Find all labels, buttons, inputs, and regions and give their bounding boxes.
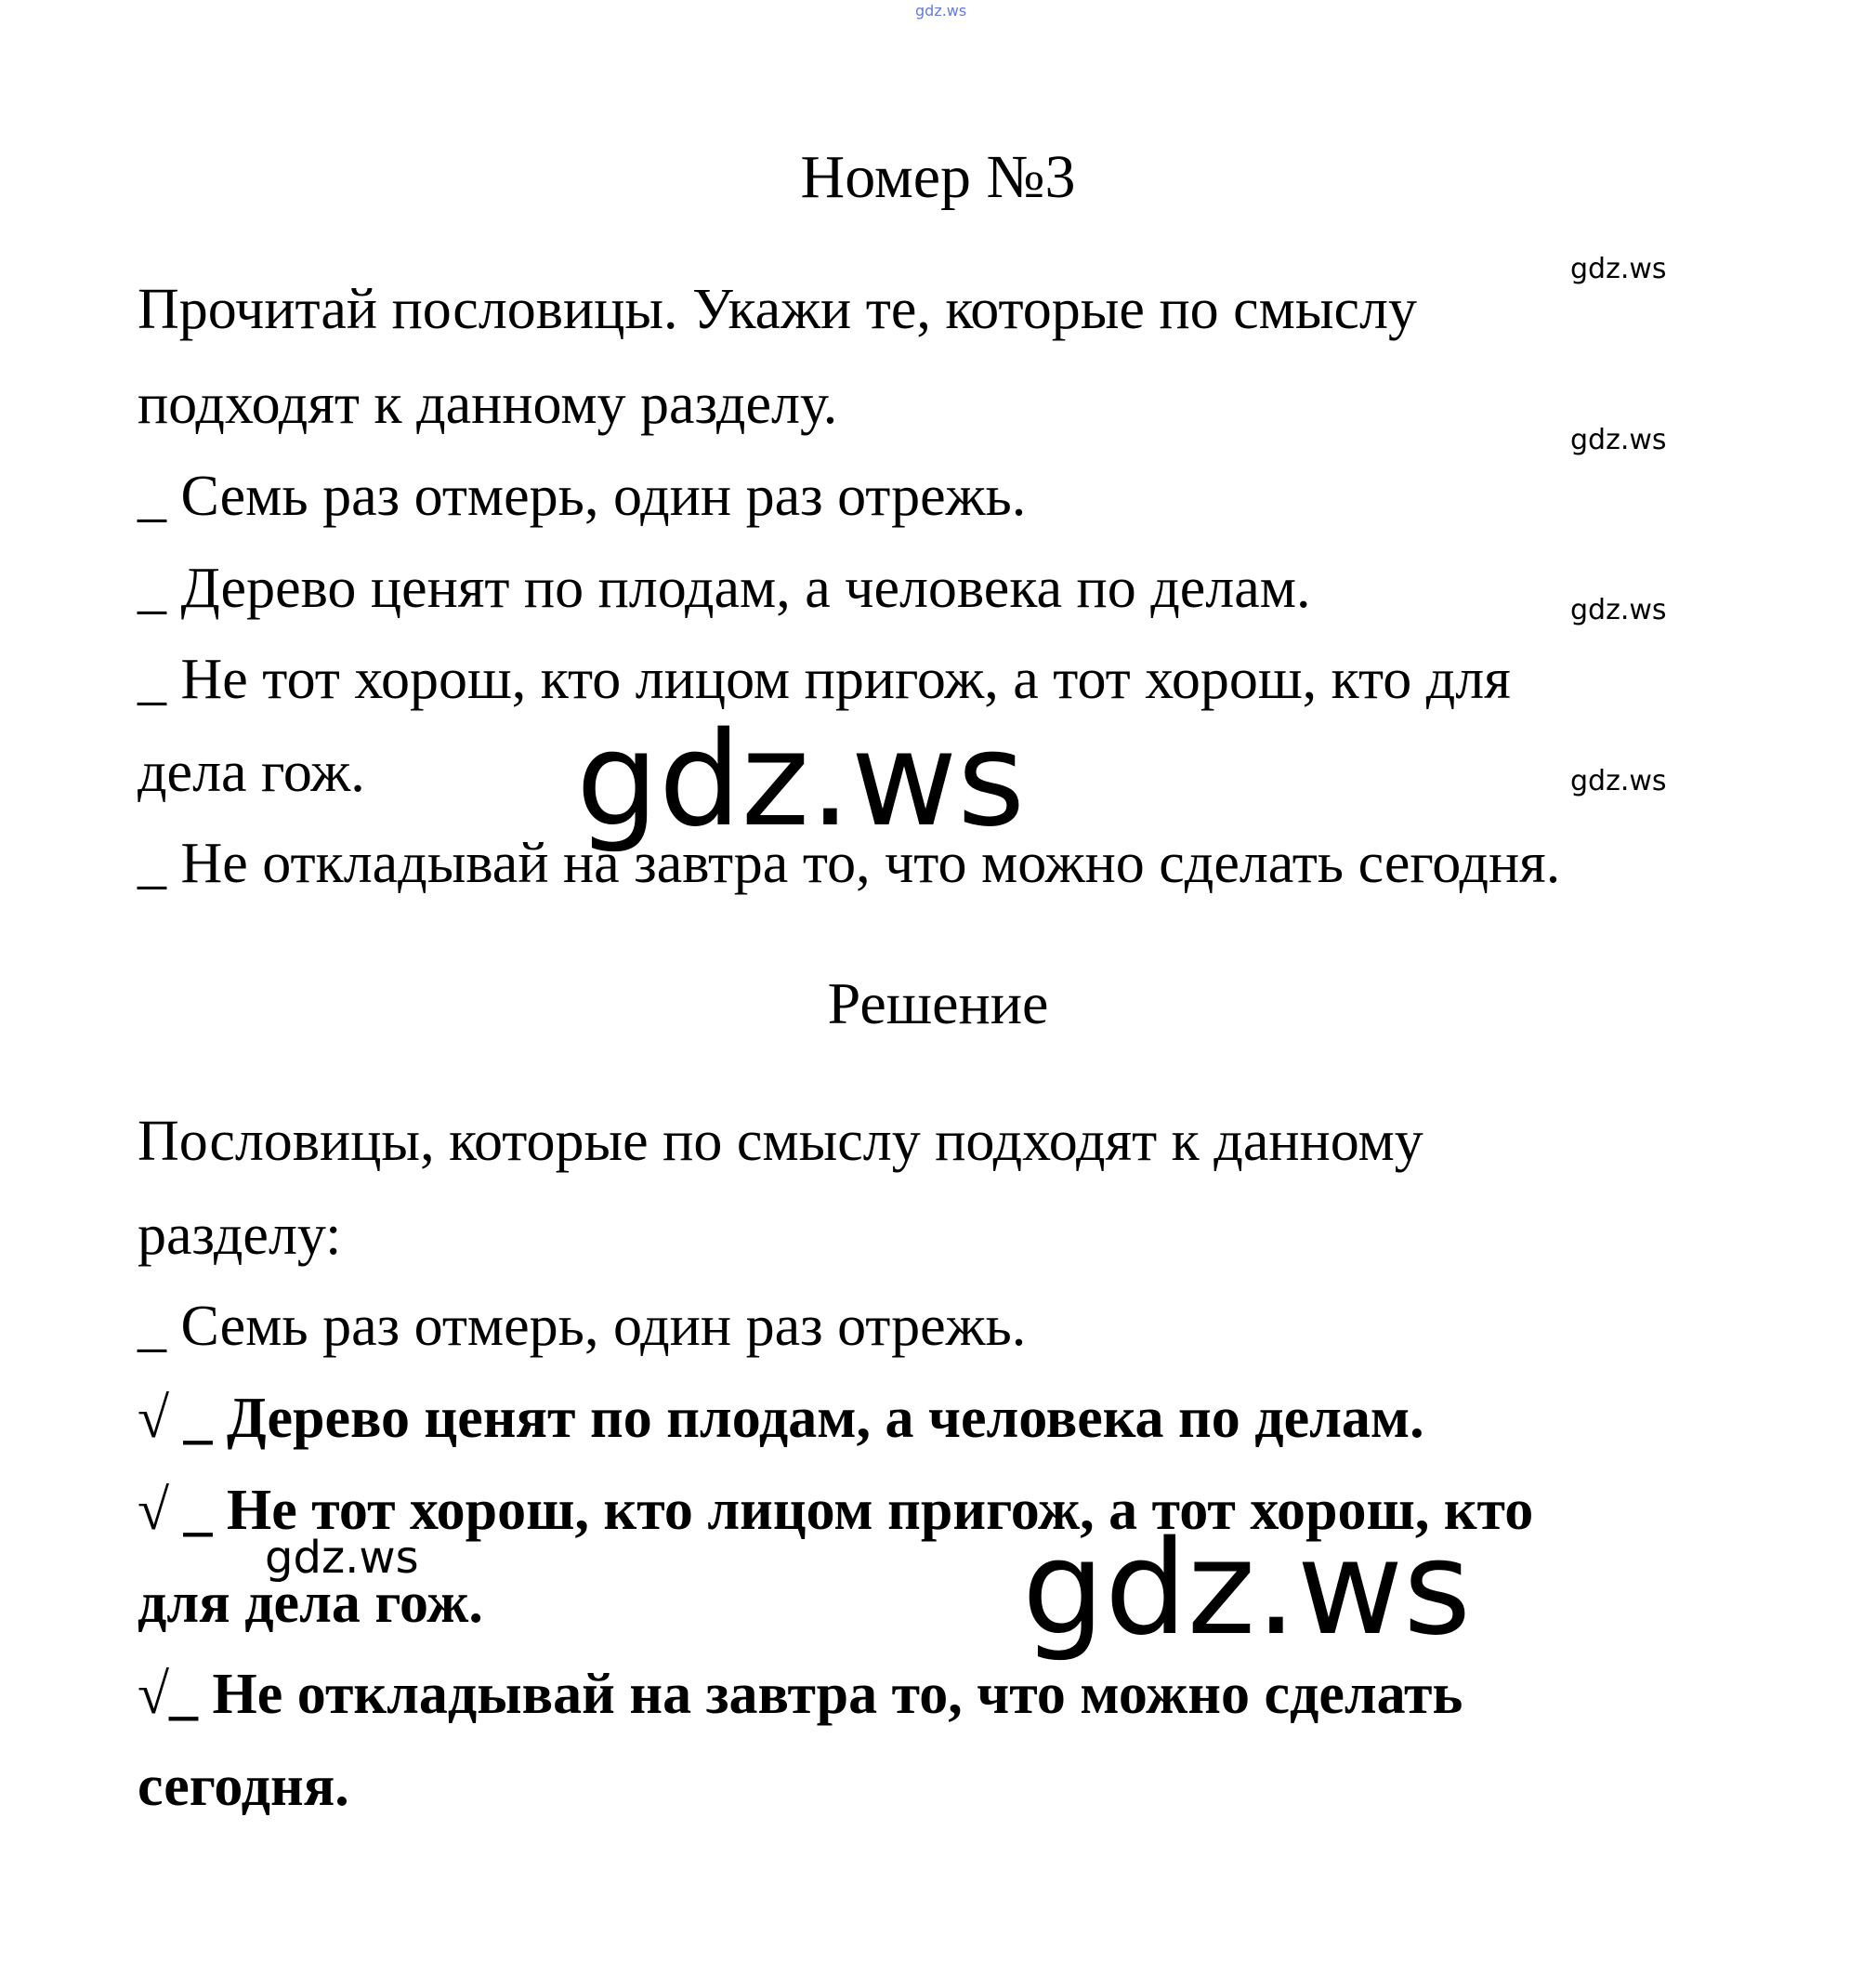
watermark-top: gdz.ws — [915, 2, 967, 20]
watermark-large-1: gdz.ws — [576, 704, 1026, 856]
watermark-small-2: gdz.ws — [1570, 424, 1667, 456]
watermark-small-1: gdz.ws — [1570, 253, 1667, 285]
solution-answer-3: √ _ Не тот хорош, кто лицом пригож, а тот хорош, кто — [138, 1479, 1534, 1542]
solution-answer-2: √ _ Дерево ценят по плодам, а человека по делам. — [138, 1387, 1424, 1450]
problem-proverb-4: _ Не откладывай на завтра то, что можно сделать сегодня. — [138, 832, 1561, 895]
problem-line: Прочитай пословицы. Укажи те, которые по смыслу — [138, 278, 1417, 341]
watermark-large-2: gdz.ws — [1022, 1513, 1472, 1665]
solution-intro: Пословицы, которые по смыслу подходят к данному — [138, 1110, 1423, 1173]
solution-answer-4: √_ Не откладывай на завтра то, что можно сделать — [138, 1663, 1463, 1726]
solution-intro-cont: разделу: — [138, 1204, 342, 1267]
problem-line: подходят к данному разделу. — [138, 373, 838, 436]
watermark-small-4: gdz.ws — [1570, 765, 1667, 797]
problem-title: Номер №3 — [800, 143, 1076, 211]
solution-answer-4-cont: сегодня. — [138, 1755, 349, 1818]
problem-proverb-1: _ Семь раз отмерь, один раз отрежь. — [138, 465, 1027, 528]
watermark-medium: gdz.ws — [265, 1532, 419, 1584]
watermark-small-3: gdz.ws — [1570, 594, 1667, 626]
solution-answer-1: _ Семь раз отмерь, один раз отрежь. — [138, 1295, 1027, 1358]
problem-proverb-3-cont: дела гож. — [138, 741, 365, 804]
solution-answer-3-cont: для дела гож. — [138, 1572, 483, 1635]
problem-proverb-2: _ Дерево ценят по плодам, а человека по делам. — [138, 557, 1311, 620]
solution-title: Решение — [827, 970, 1049, 1036]
problem-proverb-3: _ Не тот хорош, кто лицом пригож, а тот хорош, кто для — [138, 648, 1511, 711]
